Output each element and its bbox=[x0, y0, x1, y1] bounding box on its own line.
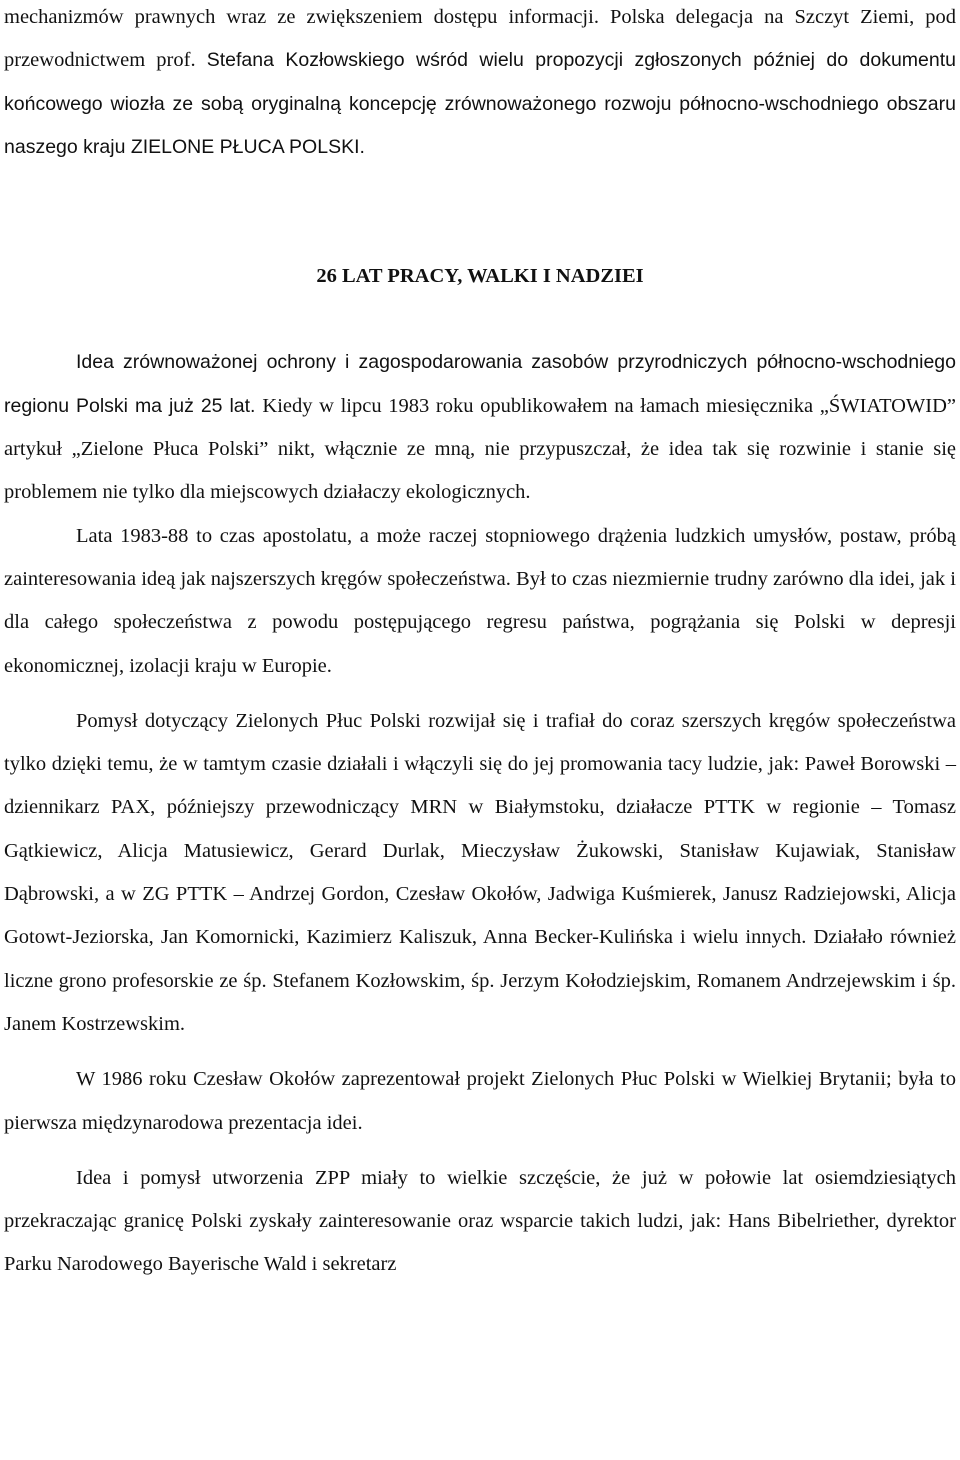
paragraph-1 bbox=[4, 341, 956, 514]
paragraph-3: Pomysł dotyczący Zielonych Płuc Polski rozwijał się i trafiał do coraz szerszych kręgów społeczeństwa tylko dzięki temu, że w tamtym czasie działali i włączyli się do jej promowania tacy ludzie, jak: Paweł Borowski – dziennikarz PAX, późniejszy przewodniczący MRN w Białymstoku, działacze PTTK w regionie – Tomasz Gątkiewicz, Alicja Matusiewicz, Gerard Durlak, Mieczysław Żukowski, Stanisław Kujawiak, Stanisław Dąbrowski, a w ZG PTTK – Andrzej Gordon, Czesław Okołów, Jadwiga Kuśmierek, Janusz Radziejowski, Alicja Gotowt-Jeziorska, Jan Komornicki, Kazimierz Kaliszuk, Anna Becker-Kulińska i wielu innych. Działało również liczne grono profesorskie ze śp. Stefanem Kozłowskim, śp. Jerzym Kołodziejskim, Romanem Andrzejewskim i śp. Janem Kostrzewskim. bbox=[4, 709, 956, 1035]
section-heading: 26 LAT PRACY, WALKI I NADZIEI bbox=[316, 265, 644, 288]
paragraph-spacer bbox=[4, 1145, 956, 1157]
paragraph-5: Idea i pomysł utworzenia ZPP miały to wielkie szczęście, że już w połowie lat osiemdziesiątych przekraczając granicę Polski zyskały zainteresowanie oraz wsparcie takich ludzi, jak: Hans Bibelriether, dyrektor Parku Narodowego Bayerische Wald i sekretarz bbox=[4, 1166, 956, 1276]
paragraph-1-start: Idea zrównoważonej ochrony i zagospodarowania zasobów przyrodniczych północno-wschodniego regionu Polski ma już 25 lat. bbox=[4, 351, 956, 417]
heading-spacer bbox=[4, 298, 956, 341]
document-page bbox=[4, 0, 956, 1287]
paragraph-2: Lata 1983-88 to czas apostolatu, a może raczej stopniowego drążenia ludzkich umysłów, postaw, próbą zainteresowania ideą jak najszerszych kręgów społeczeństwa. Był to czas niezmiernie trudny zarówno dla idei, jak i dla całego społeczeństwa z powodu postępującego regresu państwa, pogrążania się Polski w depresji ekonomicznej, izolacji kraju w Europie. bbox=[4, 524, 956, 677]
intro-paragraph-start: mechanizmów prawnych wraz ze zwiększeniem dostępu informacji. Polska delegacja na Szczyt Ziemi, pod przewodnictwem prof. bbox=[4, 6, 956, 72]
paragraph-spacer bbox=[4, 1046, 956, 1058]
intro-paragraph bbox=[4, 0, 956, 169]
paragraph-1-continuation: Kiedy w lipcu 1983 roku opublikowałem na łamach miesięcznika „ŚWIATOWID” artykuł „Zielone Płuca Polski” nikt, włącznie ze mną, nie przypuszczał, że idea tak się rozwinie i stanie się problemem nie tylko dla miejscowych działaczy ekologicznych. bbox=[4, 394, 956, 504]
section-spacer bbox=[4, 169, 956, 255]
paragraph-spacer bbox=[4, 688, 956, 700]
paragraph-4: W 1986 roku Czesław Okołów zaprezentował projekt Zielonych Płuc Polski w Wielkiej Brytanii; była to pierwsza międzynarodowa prezentacja idei. bbox=[4, 1068, 956, 1134]
intro-paragraph-continuation: Stefana Kozłowskiego wśród wielu propozycji zgłoszonych później do dokumentu końcowego wiozła ze sobą oryginalną koncepcję zrównoważonego rozwoju północno-wschodniego obszaru naszego kraju ZIELONE PŁUCA POLSKI. bbox=[4, 49, 956, 158]
